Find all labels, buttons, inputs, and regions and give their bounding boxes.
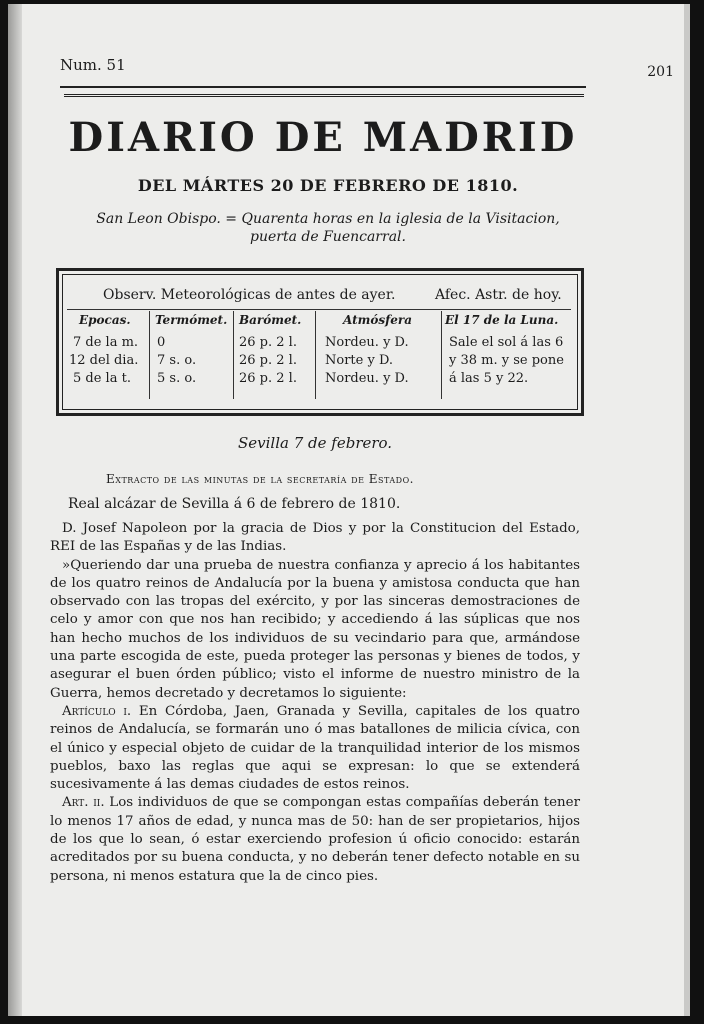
cell-termometro: 5 s. o. xyxy=(157,371,197,386)
page-number: 201 xyxy=(647,64,674,80)
col-header-epocas: Epocas. xyxy=(79,313,131,327)
page-edge xyxy=(684,4,690,1016)
col-header-termometro: Termómet. xyxy=(155,313,228,327)
cell-atmosfera: Norte y D. xyxy=(325,353,394,368)
cell-termometro: 0 xyxy=(157,335,166,350)
col-header-atmosfera: Atmósfera xyxy=(343,313,412,327)
article-2-text: Los individuos de que se compongan estas compañías deberán tener lo menos 17 años de edad, y nunca mas de 50: han de ser propietarios, hijos de los que lo sean, ó estar exerciendo profesion ú oficio conocido: estarán acreditados por su buena conducta, y no deberán tener defecto notable en su persona, ni menos estatura que la de cinco pies. xyxy=(50,795,580,884)
col-header-luna: El 17 de la Luna. xyxy=(445,313,559,327)
col-header-barometro: Barómet. xyxy=(239,313,302,327)
header-rule xyxy=(60,86,586,88)
article-dateline: Sevilla 7 de febrero. xyxy=(238,434,393,452)
weather-heading: Observ. Meteorológicas de antes de ayer. xyxy=(103,287,396,303)
newspaper-page xyxy=(8,4,690,1016)
column-divider xyxy=(441,311,442,399)
masthead-title: DIARIO DE MADRID xyxy=(68,114,578,161)
article-1-text: En Córdoba, Jaen, Granada y Sevilla, capitales de los quatro reinos de Andalucía, se formarán uno ó mas batallones de milicia cívica, con el único y especial objeto de cuidar de la tranquilidad interior de los mismos pueblos, baxo las reglas que aqui se expresan: lo que se extenderá sucesivamente á las demas ciudades de estos reinos. xyxy=(50,703,580,793)
cell-epoca: 7 de la m. xyxy=(73,335,139,350)
issue-number: Num. 51 xyxy=(60,56,126,74)
binding-shadow xyxy=(8,4,22,1016)
article-2-label: Art. ii. xyxy=(62,795,105,811)
column-divider xyxy=(149,311,150,399)
column-divider xyxy=(315,311,316,399)
section-heading: Extracto de las minutas de la secretaría de Estado. xyxy=(106,472,414,486)
article-body xyxy=(50,520,580,886)
cell-astro: Sale el sol á las 6 xyxy=(449,335,564,350)
cell-barometro: 26 p. 2 l. xyxy=(239,353,297,368)
cell-epoca: 12 del dia. xyxy=(69,353,139,368)
cell-epoca: 5 de la t. xyxy=(73,371,131,386)
cell-atmosfera: Nordeu. y D. xyxy=(325,371,409,386)
cell-termometro: 7 s. o. xyxy=(157,353,197,368)
cell-astro: y 38 m. y se pone xyxy=(449,353,564,368)
article-1 xyxy=(50,703,580,794)
place-date: Real alcázar de Sevilla á 6 de febrero de 1810. xyxy=(68,496,401,512)
decree-preamble: »Queriendo dar una prueba de nuestra confianza y aprecio á los habitantes de los quatro reinos de Andalucía por la buena y amistosa conducta que han observado con las tropas del exército, y por las sinceras demostraciones de celo y amor con que nos han recibido; y accediendo á las súplicas que nos han hecho muchos de los individuos de su vecindario para que, armándose una parte escogida de este, pueda proteger las personas y bienes de todos, y asegurar el buen órden público; visto el informe de nuestro ministro de la Guerra, hemos decretado y decretamos lo siguiente: xyxy=(50,557,580,701)
article-1-label: Artículo i. xyxy=(62,703,132,719)
date-line: DEL MÁRTES 20 DE FEBRERO DE 1810. xyxy=(137,176,519,195)
cell-barometro: 26 p. 2 l. xyxy=(239,335,297,350)
article-2 xyxy=(50,794,580,885)
header-double-rule xyxy=(64,94,584,97)
cell-atmosfera: Nordeu. y D. xyxy=(325,335,409,350)
astro-heading: Afec. Astr. de hoy. xyxy=(435,287,562,303)
weather-table xyxy=(56,268,584,416)
saint-line: San Leon Obispo. = Quarenta horas en la iglesia de la Visitacion, puerta de Fuencarral. xyxy=(96,211,560,245)
decree-intro: D. Josef Napoleon por la gracia de Dios y por la Constitucion del Estado, REI de las Españas y de las Indias. xyxy=(50,521,580,555)
cell-astro: á las 5 y 22. xyxy=(449,371,529,386)
weather-divider xyxy=(67,309,571,310)
cell-barometro: 26 p. 2 l. xyxy=(239,371,297,386)
column-divider xyxy=(233,311,234,399)
